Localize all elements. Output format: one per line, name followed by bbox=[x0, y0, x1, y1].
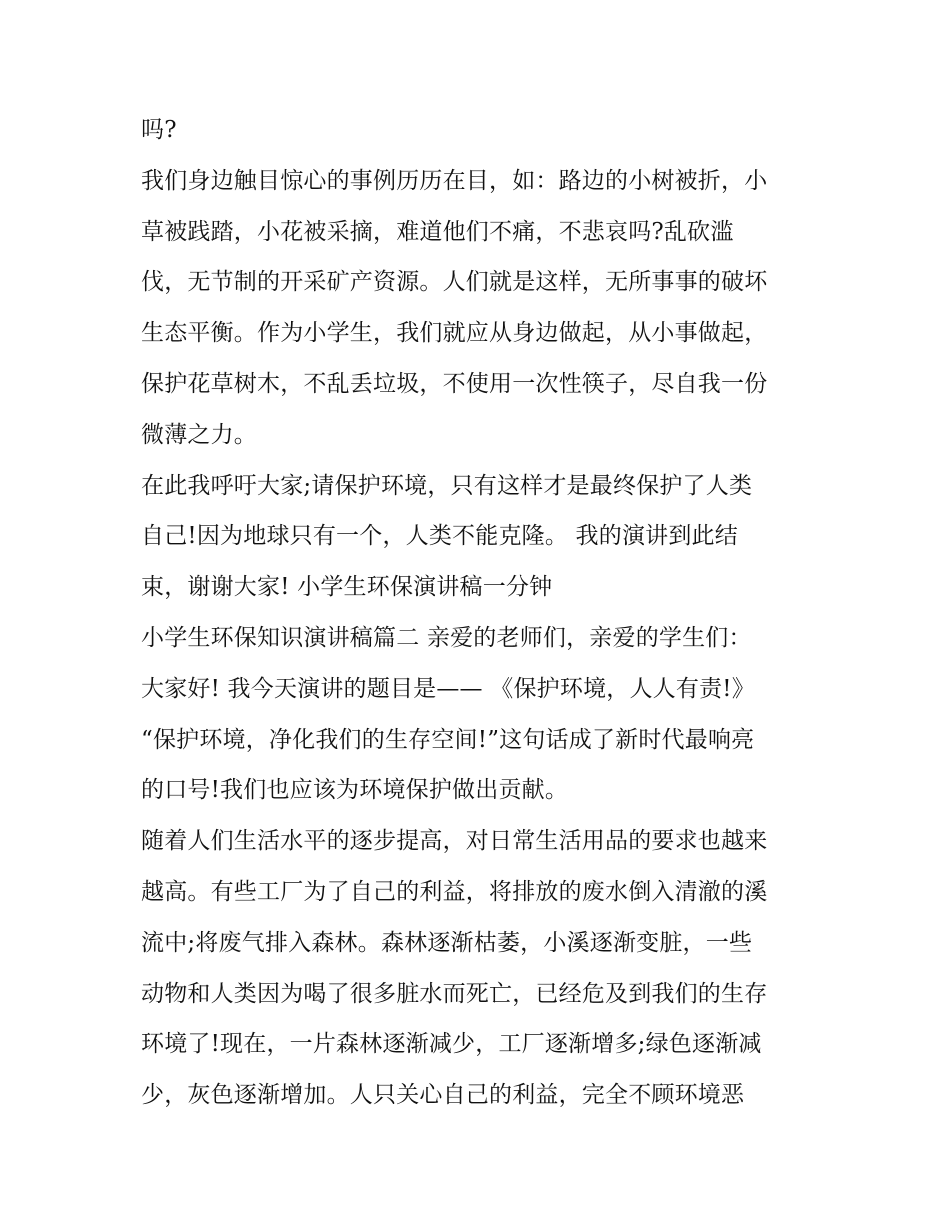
text-line: 生态平衡。作为小学生，我们就应从身边做起，从小事做起， bbox=[141, 320, 768, 347]
text-line: 伐，无节制的开采矿产资源。人们就是这样，无所事事的破坏 bbox=[141, 269, 768, 296]
text-line: 吗? bbox=[141, 117, 177, 143]
text-line: 动物和人类因为喝了很多脏水而死亡，已经危及到我们的生存 bbox=[141, 980, 768, 1007]
text-line: 大家好! 我今天演讲的题目是—— 《保护环境，人人有责!》 bbox=[141, 675, 755, 702]
text-line: 小学生环保知识演讲稿篇二 亲爱的老师们，亲爱的学生们： bbox=[141, 624, 752, 651]
text-line: 保护花草树木，不乱丢垃圾，不使用一次性筷子，尽自我一份 bbox=[141, 370, 768, 397]
text-line: 环境了!现在，一片森林逐渐减少，工厂逐渐增多;绿色逐渐减 bbox=[141, 1031, 762, 1058]
text-line: “保护环境，净化我们的生存空间!”这句话成了新时代最响亮 bbox=[141, 726, 755, 753]
text-line: 在此我呼吁大家;请保护环境，只有这样才是最终保护了人类 bbox=[141, 472, 753, 499]
text-line: 自己!因为地球只有一个，人类不能克隆。 我的演讲到此结 bbox=[141, 523, 738, 550]
text-line: 越高。有些工厂为了自己的利益，将排放的废水倒入清澈的溪 bbox=[141, 878, 768, 905]
text-line: 随着人们生活水平的逐步提高，对日常生活用品的要求也越来 bbox=[141, 828, 768, 855]
text-line: 少，灰色逐渐增加。人只关心自己的利益，完全不顾环境恶 bbox=[141, 1082, 745, 1109]
text-line: 微薄之力。 bbox=[141, 421, 257, 448]
text-line: 流中;将废气排入森林。森林逐渐枯萎，小溪逐渐变脏，一些 bbox=[141, 929, 753, 956]
document-body bbox=[141, 105, 821, 1121]
text-line: 草被践踏，小花被采摘，难道他们不痛，不悲哀吗?乱砍滥 bbox=[141, 218, 734, 245]
text-line: 的口号!我们也应该为环境保护做出贡献。 bbox=[141, 777, 569, 804]
text-line: 我们身边触目惊心的事例历历在目，如：路边的小树被折，小 bbox=[141, 167, 768, 194]
text-line: 束，谢谢大家! 小学生环保演讲稿一分钟 bbox=[141, 574, 553, 601]
